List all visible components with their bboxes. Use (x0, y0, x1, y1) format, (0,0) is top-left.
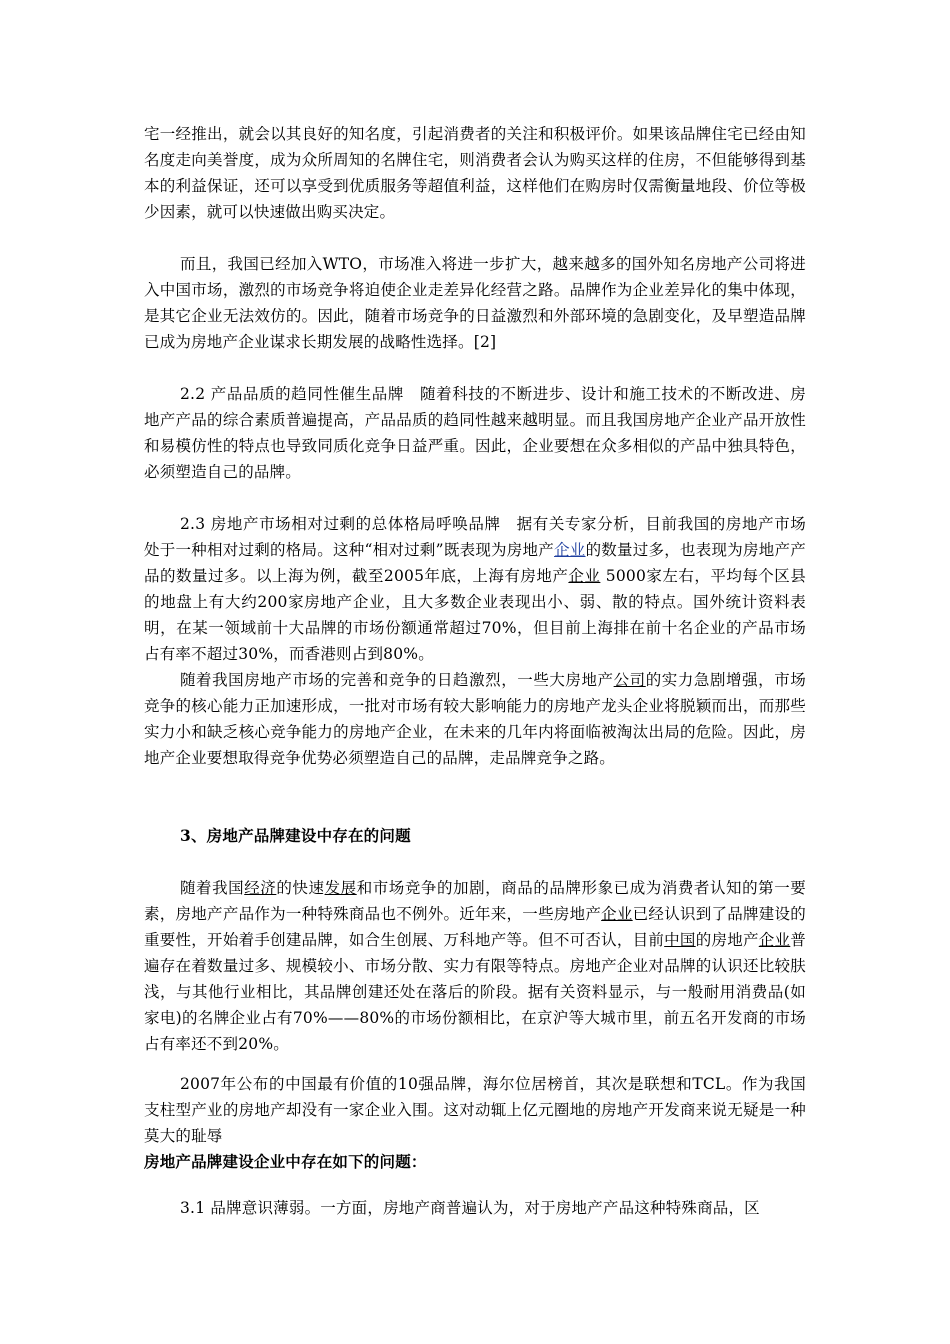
paragraph-2-2 (144, 381, 806, 485)
link-economy[interactable]: 经济 (244, 879, 277, 897)
problems-heading (144, 1149, 806, 1175)
heading-text: 3、房地产品牌建设中存在的问题 (180, 826, 411, 845)
link-china[interactable]: 中国 (664, 931, 696, 949)
paragraph-text: 5000家左右，平均每个区县的地盘上有大约200家房地产企业，且大多数企业表现出小、弱、散的特点。国外统计资料表明，在某一领域前十大品牌的市场份额通常超过70%，但目前上海排在前十名企业的产品市场占有率不超过30%，而香港则占到80%。 (144, 567, 806, 663)
paragraph-text: 宅一经推出，就会以其良好的知名度，引起消费者的关注和积极评价。如果该品牌住宅已经由知名度走向美誉度，成为众所周知的名牌住宅，则消费者会认为购买这样的住房，不但能够得到基本的利益保证，还可以享受到优质服务等超值利益，这样他们在购房时仅需衡量地段、价位等极少因素，就可以快速做出购买决定。 (144, 125, 806, 221)
paragraph-text: 普遍存在着数量过多、规模较小、市场分散、实力有限等特点。房地产企业对品牌的认识还比较肤浅，与其他行业相比，其品牌创建还处在落后的阶段。据有关资料显示，与一般耐用消费品(如家电)的名牌企业占有70%——80%的市场份额相比，在京沪等大城市里，前五名开发商的市场占有率还不到20%。 (144, 931, 806, 1053)
section-heading-3 (144, 823, 806, 849)
paragraph-text: 的实力急剧增强，市场竞争的核心能力正加速形成，一批对市场有较大影响能力的房地产龙头企业将脱颖而出，而那些实力小和缺乏核心竞争能力的房地产企业，在未来的几年内将面临被淘汰出局的危险。因此，房地产企业要想取得竞争优势必须塑造自己的品牌，走品牌竞争之路。 (144, 671, 806, 767)
paragraph-text: 2.2 产品品质的趋同性催生品牌 随着科技的不断进步、设计和施工技术的不断改进、房地产产品的综合素质普遍提高，产品品质的趋同性越来越明显。而且我国房地产企业产品开放性和易模仿性的特点也导致同质化竞争日益严重。因此，企业要想在众多相似的产品中独具特色，必须塑造自己的品牌。 (144, 385, 806, 481)
link-enterprise[interactable]: 企业 (758, 931, 791, 949)
link-enterprise[interactable]: 企业 (568, 567, 601, 585)
paragraph-text: 而且，我国已经加入WTO，市场准入将进一步扩大，越来越多的国外知名房地产公司将进入中国市场，激烈的市场竞争将迫使企业走差异化经营之路。品牌作为企业差异化的集中体现，是其它企业无法效仿的。因此，随着市场竞争的日益激烈和外部环境的急剧变化，及早塑造品牌已成为房地产企业谋求长期发展的战略性选择。[2] (144, 255, 806, 351)
paragraph-text: 和市场竞争的加剧，商品的品牌形象已成为消费者认知的第一要素，房地产产品作为一种特殊商品也不例外。近年来，一些房地产 (144, 879, 806, 923)
link-development[interactable]: 发展 (324, 879, 357, 897)
paragraph-text: 2.3 房地产市场相对过剩的总体格局呼唤品牌 据有关专家分析，目前我国的房地产市场处于一种相对过剩的格局。这种“相对过剩”既表现为房地产 (144, 515, 806, 559)
heading-text: 房地产品牌建设企业中存在如下的问题： (144, 1152, 427, 1171)
paragraph-top10-brands (144, 1071, 806, 1149)
paragraph-text: 的快速 (276, 879, 325, 897)
paragraph-text: 2007年公布的中国最有价值的10强品牌，海尔位居榜首，其次是联想和TCL。作为我国支柱型产业的房地产却没有一家企业入围。这对动辄上亿元圈地的房地产开发商来说无疑是一种莫大的耻辱 (144, 1075, 806, 1145)
paragraph-text: 3.1 品牌意识薄弱。一方面，房地产商普遍认为，对于房地产产品这种特殊商品，区 (180, 1199, 760, 1217)
paragraph-text: 随着我国 (180, 879, 245, 897)
paragraph-wto (144, 251, 806, 355)
paragraph-competition (144, 667, 806, 771)
paragraph-text: 的数量过多，也表现为房地产产品的数量过多。以上海为例，截至2005年底，上海有房地产 (144, 541, 806, 585)
paragraph-text: 的房地产 (695, 931, 759, 949)
paragraph-economy (144, 875, 806, 1057)
paragraph-text: 随着我国房地产市场的完善和竞争的日趋激烈，一些大房地产 (180, 671, 614, 689)
paragraph-3-1 (144, 1195, 806, 1221)
link-enterprise[interactable]: 企业 (554, 541, 586, 559)
paragraph-brand-reputation (144, 121, 806, 225)
paragraph-2-3 (144, 511, 806, 667)
link-enterprise[interactable]: 企业 (601, 905, 633, 923)
paragraph-text: 已经认识到了品牌建设的重要性，开始着手创建品牌，如合生创展、万科地产等。但不可否认，目前 (144, 905, 807, 949)
link-company[interactable]: 公司 (613, 671, 646, 689)
